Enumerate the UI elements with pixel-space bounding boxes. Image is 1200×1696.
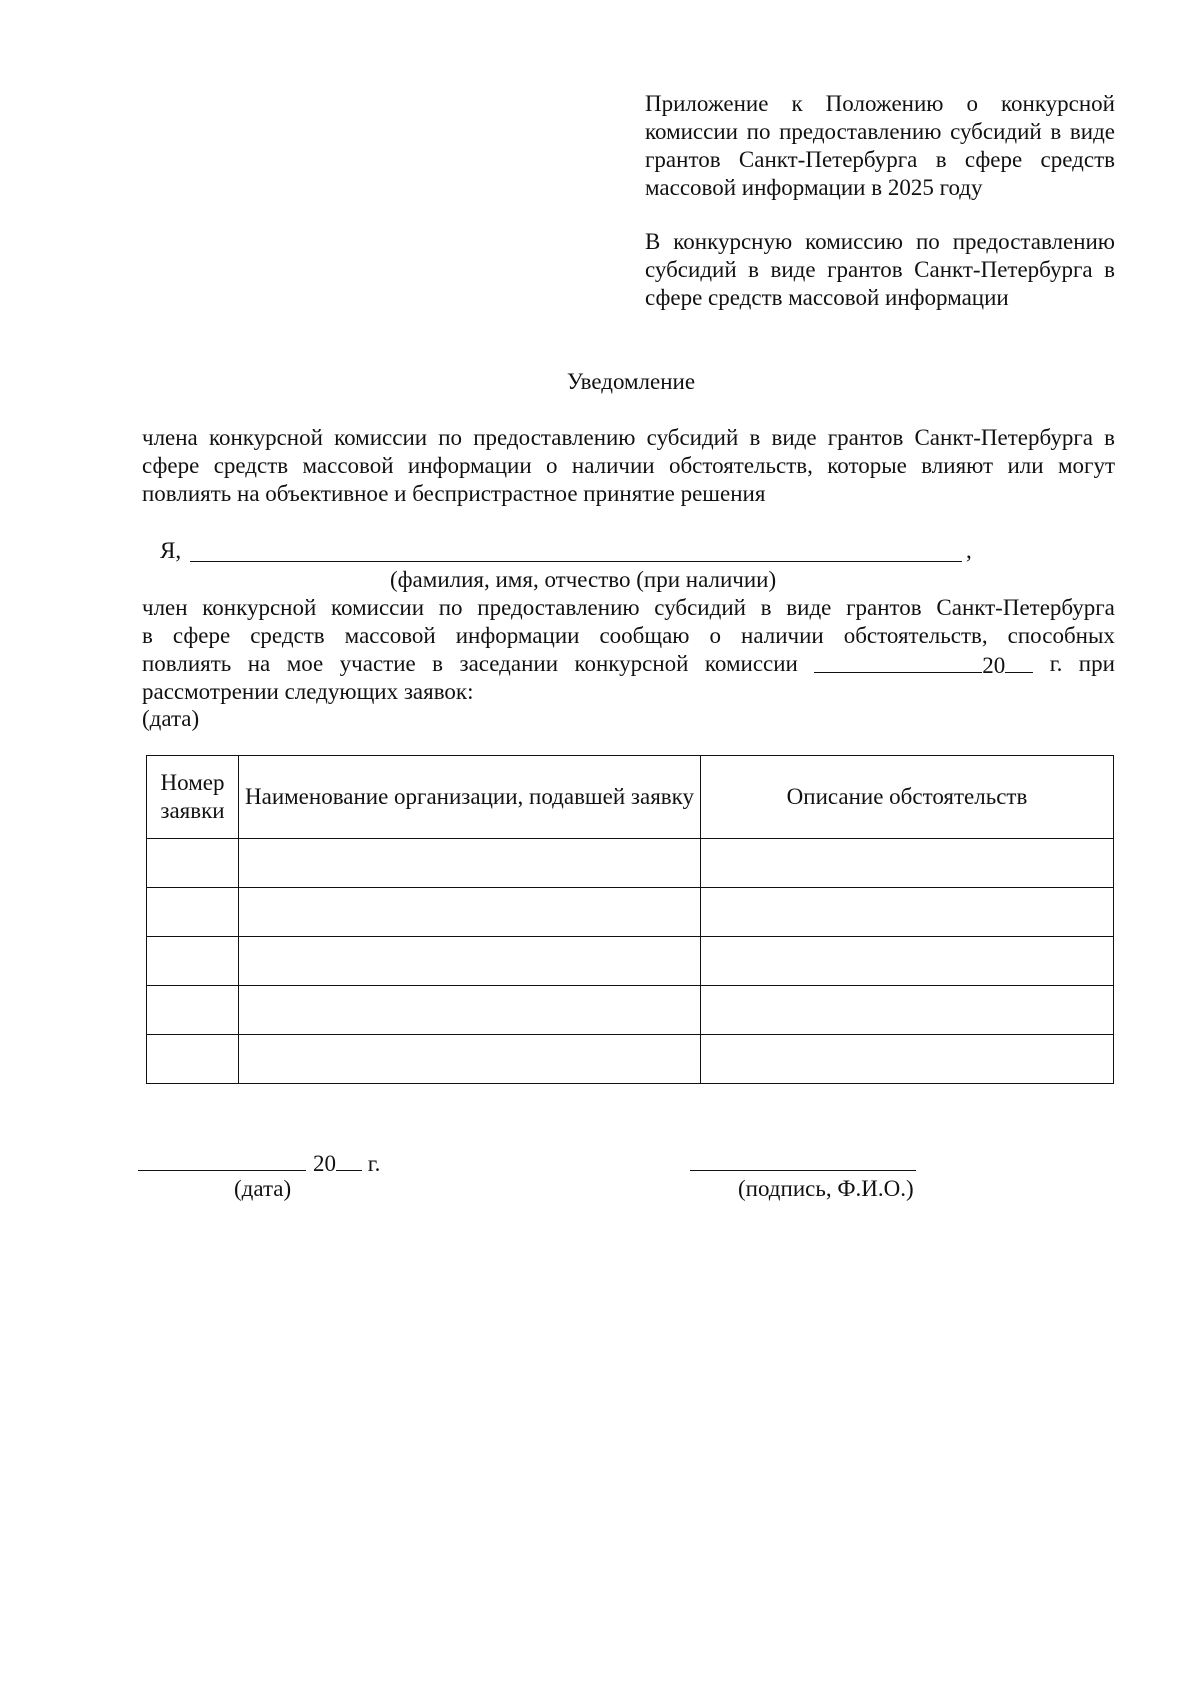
word: конкурсной xyxy=(202,595,317,620)
cell-application-number[interactable] xyxy=(147,839,239,888)
body-line-2 xyxy=(142,622,1115,650)
meeting-date-caption: (дата) xyxy=(142,706,200,731)
cell-organization-name[interactable] xyxy=(239,937,701,986)
word: массовой xyxy=(344,623,436,648)
table-row xyxy=(147,937,1114,986)
word: грантов xyxy=(846,595,922,620)
cell-application-number[interactable] xyxy=(147,888,239,937)
word: Санкт-Петербурга xyxy=(936,595,1115,620)
declarant-prefix: Я, xyxy=(160,538,182,563)
fio-input-line[interactable] xyxy=(190,561,962,562)
word: обстоятельств, xyxy=(843,623,988,648)
cell-organization-name[interactable] xyxy=(239,839,701,888)
word: в xyxy=(142,623,153,648)
cell-circumstances[interactable] xyxy=(701,888,1114,937)
cell-circumstances[interactable] xyxy=(701,937,1114,986)
year-suffix: г. xyxy=(367,1151,381,1176)
appendix-note: Приложение к Положению о конкурсной комиссии по предоставлению субсидий в виде грантов Санкт-Петербурга в сфере средств массовой информации в 2025 году xyxy=(645,91,1115,200)
word: комиссии xyxy=(704,651,798,676)
cell-circumstances[interactable] xyxy=(701,839,1114,888)
cell-circumstances[interactable] xyxy=(701,1035,1114,1084)
word: по xyxy=(438,595,463,620)
word: средств xyxy=(250,623,325,648)
body-line-1 xyxy=(142,594,1115,622)
header-application-number: Номер заявки xyxy=(147,756,239,839)
cell-application-number[interactable] xyxy=(147,986,239,1035)
word: субсидий xyxy=(654,595,746,620)
year-prefix: 20 xyxy=(982,653,1006,678)
signature-blank[interactable] xyxy=(690,1170,916,1171)
document-title: Уведомление xyxy=(566,369,696,394)
declarant-suffix: , xyxy=(966,538,972,563)
signing-year xyxy=(313,1148,380,1178)
word: о xyxy=(709,623,721,648)
signature-caption: (подпись, Ф.И.О.) xyxy=(738,1176,914,1201)
word: конкурсной xyxy=(574,651,689,676)
cell-application-number[interactable] xyxy=(147,937,239,986)
table-row xyxy=(147,1035,1114,1084)
word: способных xyxy=(1007,623,1115,648)
cell-organization-name[interactable] xyxy=(239,986,701,1035)
signing-date-blank[interactable] xyxy=(138,1170,306,1171)
signing-year-blank[interactable] xyxy=(336,1148,362,1171)
word: повлиять xyxy=(142,651,232,676)
meeting-date-field[interactable] xyxy=(814,650,1033,680)
cell-circumstances[interactable] xyxy=(701,986,1114,1035)
word: участие xyxy=(339,651,416,676)
body-line-4: рассмотрении следующих заявок: xyxy=(142,679,474,704)
word: при xyxy=(1078,651,1115,676)
year-prefix: 20 xyxy=(313,1151,336,1176)
year-suffix: г. xyxy=(1049,651,1063,676)
table-row xyxy=(147,839,1114,888)
document-subtitle: члена конкурсной комиссии по предоставлению субсидий в виде грантов Санкт-Петербурга в сфере средств массовой информации о наличии обстоятельств, которые влияют или могут повлиять на объективное и беспристрастное принятие решения xyxy=(142,425,1115,506)
word: сфере xyxy=(172,623,231,648)
word: предоставлению xyxy=(477,595,640,620)
body-line-3 xyxy=(142,650,1115,680)
word: на xyxy=(247,651,271,676)
word: информации xyxy=(455,623,580,648)
word: наличии xyxy=(741,623,824,648)
word: сообщаю xyxy=(599,623,690,648)
word: мое xyxy=(286,651,324,676)
table-row xyxy=(147,986,1114,1035)
cell-application-number[interactable] xyxy=(147,1035,239,1084)
word: член xyxy=(142,595,188,620)
signing-date-caption: (дата) xyxy=(234,1176,292,1201)
header-circumstances: Описание обстоятельств xyxy=(701,756,1114,839)
meeting-date-blank[interactable] xyxy=(814,650,982,673)
applications-table xyxy=(146,755,1114,1084)
word: в xyxy=(432,651,444,676)
word: комиссии xyxy=(331,595,424,620)
word: в xyxy=(760,595,772,620)
cell-organization-name[interactable] xyxy=(239,1035,701,1084)
table-header-row xyxy=(147,756,1114,839)
fio-caption: (фамилия, имя, отчество (при наличии) xyxy=(390,567,777,592)
addressee-block: В конкурсную комиссию по предоставлению субсидий в виде грантов Санкт-Петербурга в сфере средств массовой информации xyxy=(645,229,1115,310)
cell-organization-name[interactable] xyxy=(239,888,701,937)
table-row xyxy=(147,888,1114,937)
header-organization-name: Наименование организации, подавшей заявку xyxy=(239,756,701,839)
word: виде xyxy=(786,595,832,620)
meeting-year-blank[interactable] xyxy=(1005,650,1033,673)
word: заседании xyxy=(459,651,559,676)
